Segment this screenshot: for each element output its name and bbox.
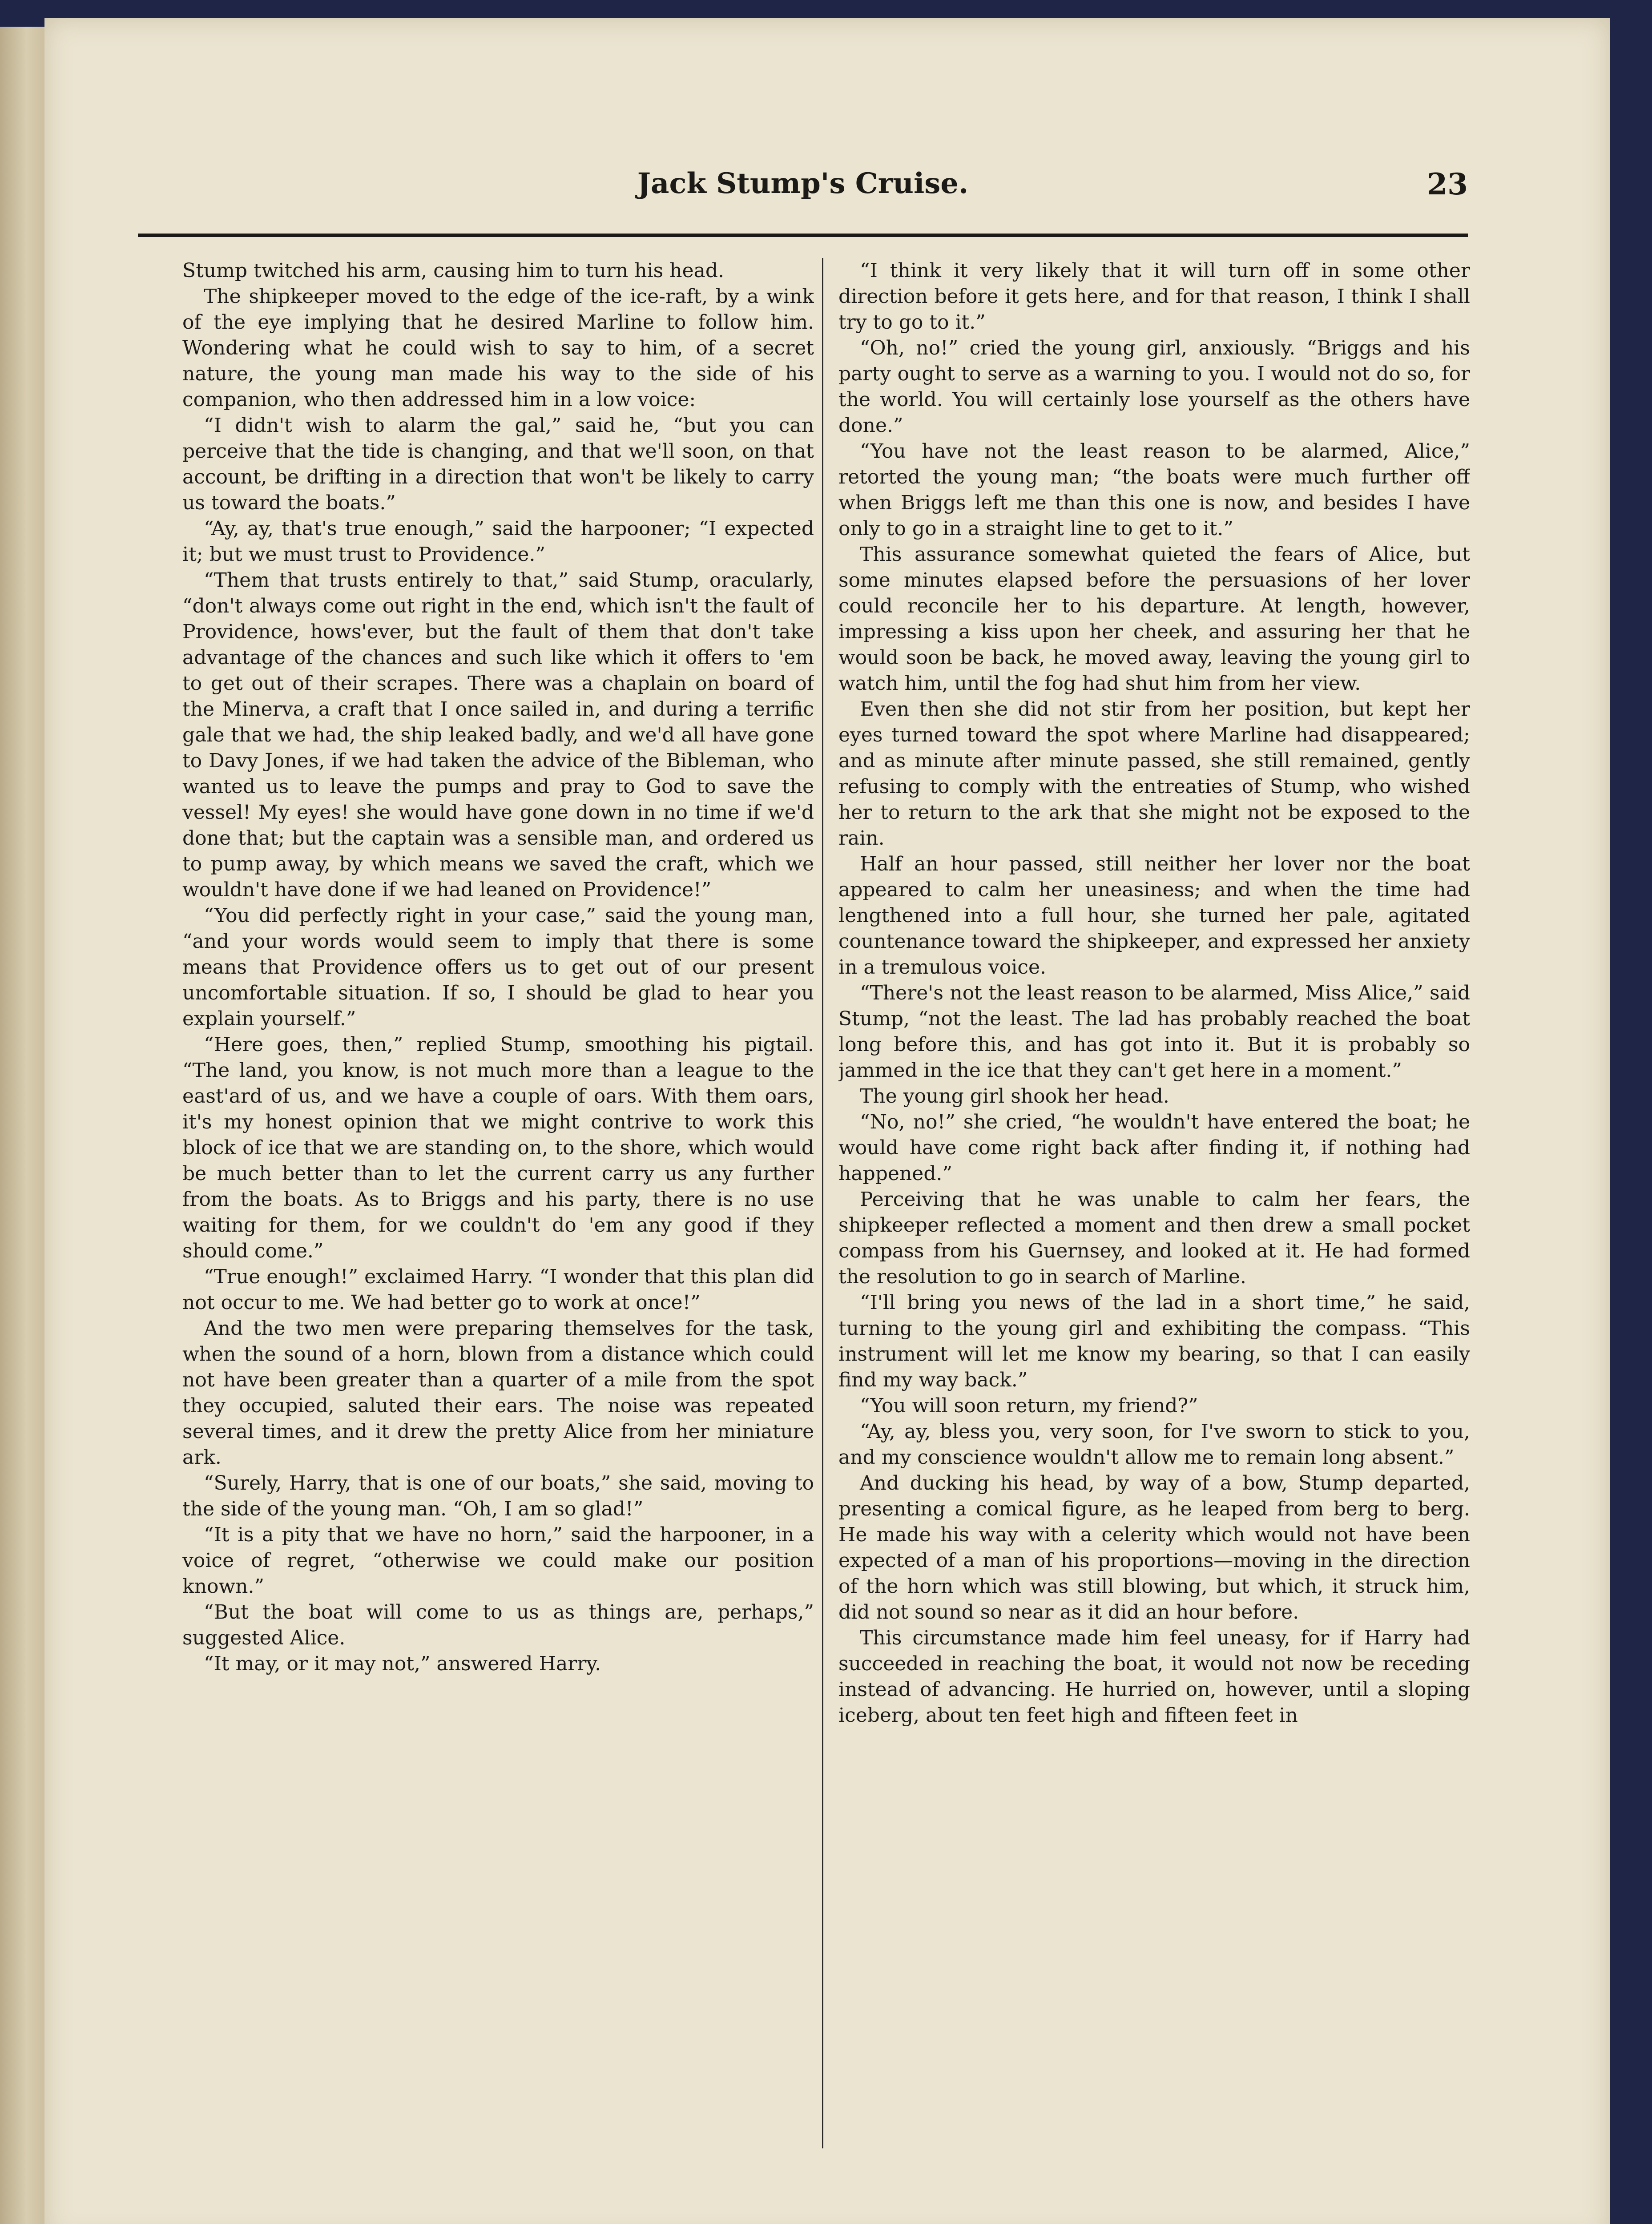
paragraph: “Ay, ay, that's true enough,” said the harpooner; “I expected it; but we must trust to Providence.” — [182, 517, 814, 566]
page-number: 23 — [1427, 167, 1468, 201]
paragraph: Perceiving that he was unable to calm her fears, the shipkeeper reflected a moment and then drew a small pocket compass from his Guernsey, and looked at it. He had formed the resolution to go in search of Marline. — [838, 1188, 1470, 1288]
paragraph: Even then she did not stir from her position, but kept her eyes turned toward the spot where Marline had disappeared; and as minute after minute passed, she still remained, gently refusing to comply with the entreaties of Stump, who wished her to return to the ark that she might not be exposed to the rain. — [838, 698, 1470, 850]
paragraph: “It is a pity that we have no horn,” said the harpooner, in a voice of regret, “otherwise we could make our position known.” — [182, 1523, 814, 1598]
paragraph: Half an hour passed, still neither her lover nor the boat appeared to calm her uneasiness; and when the time had lengthened into a full hour, she turned her pale, agitated countenance toward the shipkeeper, and expressed her anxiety in a tremulous voice. — [838, 853, 1470, 979]
paragraph: “You have not the least reason to be alarmed, Alice,” retorted the young man; “the boats were much further off when Briggs left me than this one is now, and besides I have only to go in a straight line to get to it.” — [838, 440, 1470, 540]
paragraph: The shipkeeper moved to the edge of the ice-raft, by a wink of the eye implying that he desired Marline to follow him. Wondering what he could wish to say to him, of a secret nature, the young man made his way to the side of his companion, who then addressed him in a low voice: — [182, 285, 814, 411]
column-divider — [822, 258, 823, 2148]
paragraph: Stump twitched his arm, causing him to turn his head. — [182, 259, 724, 282]
paragraph: “Them that trusts entirely to that,” said Stump, oracularly, “don't always come out right in the end, which isn't the fault of Providence, hows'ever, but the fault of them that don't take advantage of the chances and such like which it offers to 'em to get out of their scrapes. There was a chaplain on board of the Minerva, a craft that I once sailed in, and during a terrific gale that we had, the ship leaked badly, and we'd all have gone to Davy Jones, if we had taken the advice of the Bibleman, who wanted us to leave the pumps and pray to God to save the vessel! My eyes! she would have gone down in no time if we'd done that; but the captain was a sensible man, and ordered us to pump away, by which means we saved the craft, which we wouldn't have done if we had leaned on Providence!” — [182, 569, 814, 901]
paragraph: “Oh, no!” cried the young girl, anxiously. “Briggs and his party ought to serve as a warning to you. I would not do so, for the world. You will certainly lose yourself as the others have done.” — [838, 337, 1470, 437]
page-header — [138, 162, 1468, 225]
paragraph: “Ay, ay, bless you, very soon, for I've sworn to stick to you, and my conscience wouldn't allow me to remain long absent.” — [838, 1420, 1470, 1469]
paragraph: “I think it very likely that it will turn off in some other direction before it gets here, and for that reason, I think I shall try to go to it.” — [838, 259, 1470, 334]
running-title: Jack Stump's Cruise. — [637, 167, 969, 200]
paragraph: “Surely, Harry, that is one of our boats,” she said, moving to the side of the young man. “Oh, I am so glad!” — [182, 1472, 814, 1520]
paragraph: This assurance somewhat quieted the fears of Alice, but some minutes elapsed before the persuasions of her lover could reconcile her to his departure. At length, however, impressing a kiss upon her cheek, and assuring her that he would soon be back, he moved away, leaving the young girl to watch him, until the fog had shut him from her view. — [838, 543, 1470, 695]
paragraph: “I didn't wish to alarm the gal,” said he, “but you can perceive that the tide is changing, and that we'll soon, on that account, be drifting in a direction that won't be likely to carry us toward the boats.” — [182, 414, 814, 514]
right-column — [838, 258, 1470, 2148]
paragraph: “I'll bring you news of the lad in a short time,” he said, turning to the young girl and exhibiting the compass. “This instrument will let me know my bearing, so that I can easily find my way back.” — [838, 1291, 1470, 1391]
paragraph: This circumstance made him feel uneasy, for if Harry had succeeded in reaching the boat, it would not now be receding instead of advancing. He hurried on, however, until a sloping iceberg, about ten feet high and fifteen feet in — [838, 1627, 1470, 1727]
paragraph: “True enough!” exclaimed Harry. “I wonder that this plan did not occur to me. We had better go to work at once!” — [182, 1265, 814, 1314]
paragraph: And ducking his head, by way of a bow, Stump departed, presenting a comical figure, as he leaped from berg to berg. He made his way with a celerity which would not have been expected of a man of his proportions—moving in the direction of the horn which was still blowing, but which, it struck him, did not sound so near as it did an hour before. — [838, 1472, 1470, 1624]
paragraph: “There's not the least reason to be alarmed, Miss Alice,” said Stump, “not the least. The lad has probably reached the boat long before this, and has got into it. But it is probably so jammed in the ice that they can't get here in a moment.” — [838, 982, 1470, 1082]
paragraph: The young girl shook her head. — [860, 1085, 1169, 1108]
paragraph: “But the boat will come to us as things are, perhaps,” suggested Alice. — [182, 1601, 814, 1649]
header-rule — [138, 234, 1468, 237]
left-column — [182, 258, 814, 2148]
paragraph: “Here goes, then,” replied Stump, smoothing his pigtail. “The land, you know, is not much more than a league to the east'ard of us, and we have a couple of oars. With them oars, it's my honest opinion that we might contrive to work this block of ice that we are standing on, to the shore, which would be much better than to let the current carry us any further from the boats. As to Briggs and his party, there is no use waiting for them, for we couldn't do 'em any good if they should come.” — [182, 1033, 814, 1262]
paragraph: “You will soon return, my friend?” — [860, 1394, 1198, 1417]
paragraph: “No, no!” she cried, “he wouldn't have entered the boat; he would have come right back after finding it, if nothing had happened.” — [838, 1111, 1470, 1185]
paragraph: “It may, or it may not,” answered Harry. — [204, 1652, 601, 1675]
paragraph: And the two men were preparing themselves for the task, when the sound of a horn, blown from a distance which could not have been greater than a quarter of a mile from the spot they occupied, saluted their ears. The noise was repeated several times, and it drew the pretty Alice from her miniature ark. — [182, 1317, 814, 1469]
paragraph: “You did perfectly right in your case,” said the young man, “and your words would seem to imply that there is some means that Providence offers us to get out of our present uncomfortable situation. If so, I should be glad to hear you explain yourself.” — [182, 904, 814, 1030]
